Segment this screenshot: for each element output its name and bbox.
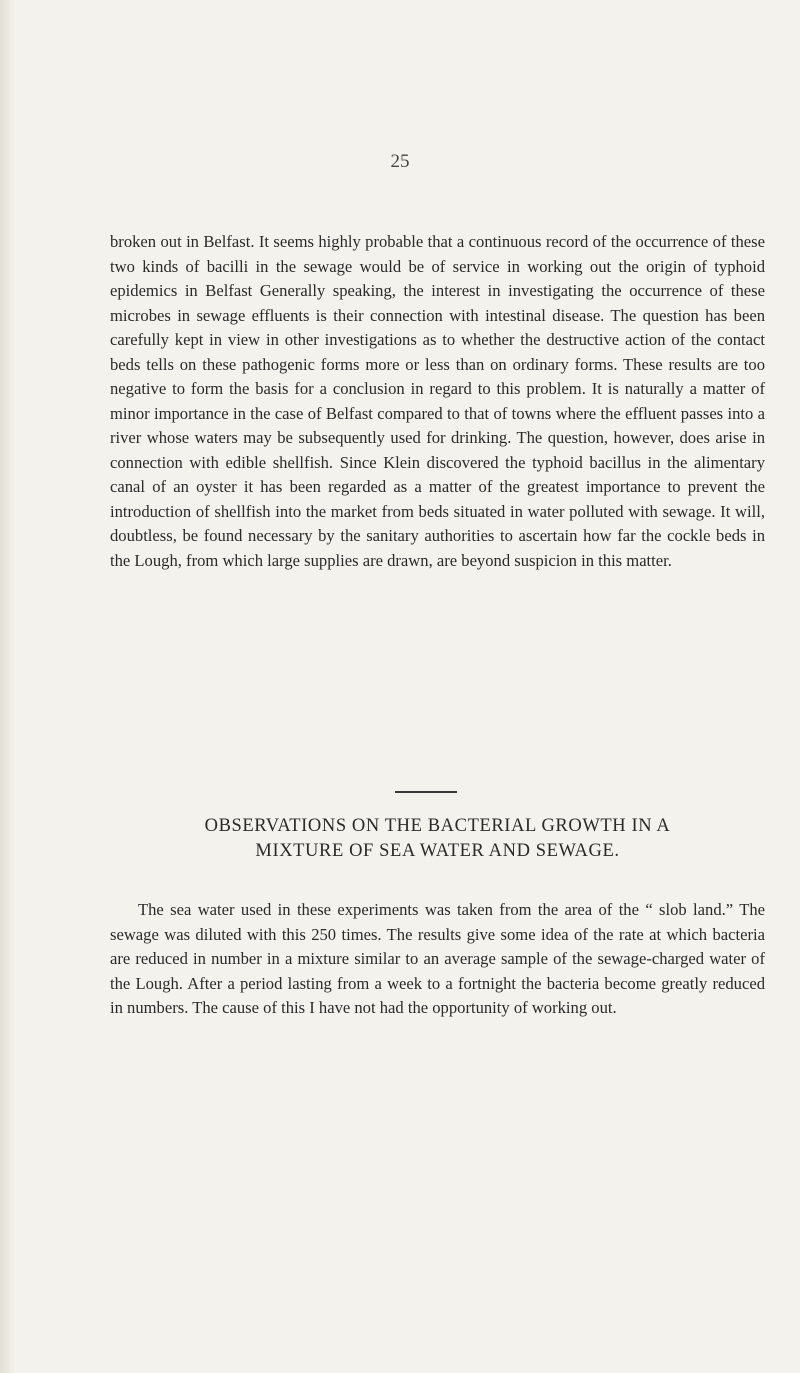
page-edge-shadow [0,0,16,1373]
body-text-block [110,230,765,573]
section-heading-line-2: MIXTURE OF SEA WATER AND SEWAGE. [255,841,620,861]
page-number: 25 [390,151,410,172]
paragraph-continuation: broken out in Belfast. It seems highly probable that a continuous record of the occurrence of these two kinds of bacilli in the sewage would be of service in working out the origin of typhoid epidemics in Belfast Generally speaking, the interest in investigating the occurrence of these microbes in sewage effluents is their connection with intestinal disease. The question has been carefully kept in view in other investigations as to whether the destructive action of the contact beds tells on these pathogenic forms more or less than on ordinary forms. These results are too negative to form the basis for a conclusion in regard to this problem. It is naturally a matter of minor importance in the case of Belfast compared to that of towns where the effluent passes into a river whose waters may be subsequently used for drinking. The question, however, does arise in connection with edible shellfish. Since Klein discovered the typhoid bacillus in the alimentary canal of an oyster it has been regarded as a matter of the greatest importance to prevent the introduction of shellfish into the market from beds situated in water polluted with sewage. It will, doubtless, be found necessary by the sanitary authorities to ascertain how far the cockle beds in the Lough, from which large supplies are drawn, are beyond suspicion in this matter. [110,232,765,570]
section-heading-line-1: OBSERVATIONS ON THE BACTERIAL GROWTH IN A [204,816,671,836]
section-divider [395,791,457,793]
paragraph-sea-water-experiment: The sea water used in these experiments was taken from the area of the “ slob land.” The sewage was diluted with this 250 times. The results give some idea of the rate at which bacteria are reduced in number in a mixture similar to an average sample of the sewage-charged water of the Lough. After a period lasting from a week to a fortnight the bacteria become greatly reduced in numbers. The cause of this I have not had the opportunity of working out. [110,900,765,1017]
section-heading [110,814,765,864]
section-body-text-block [110,898,765,1021]
